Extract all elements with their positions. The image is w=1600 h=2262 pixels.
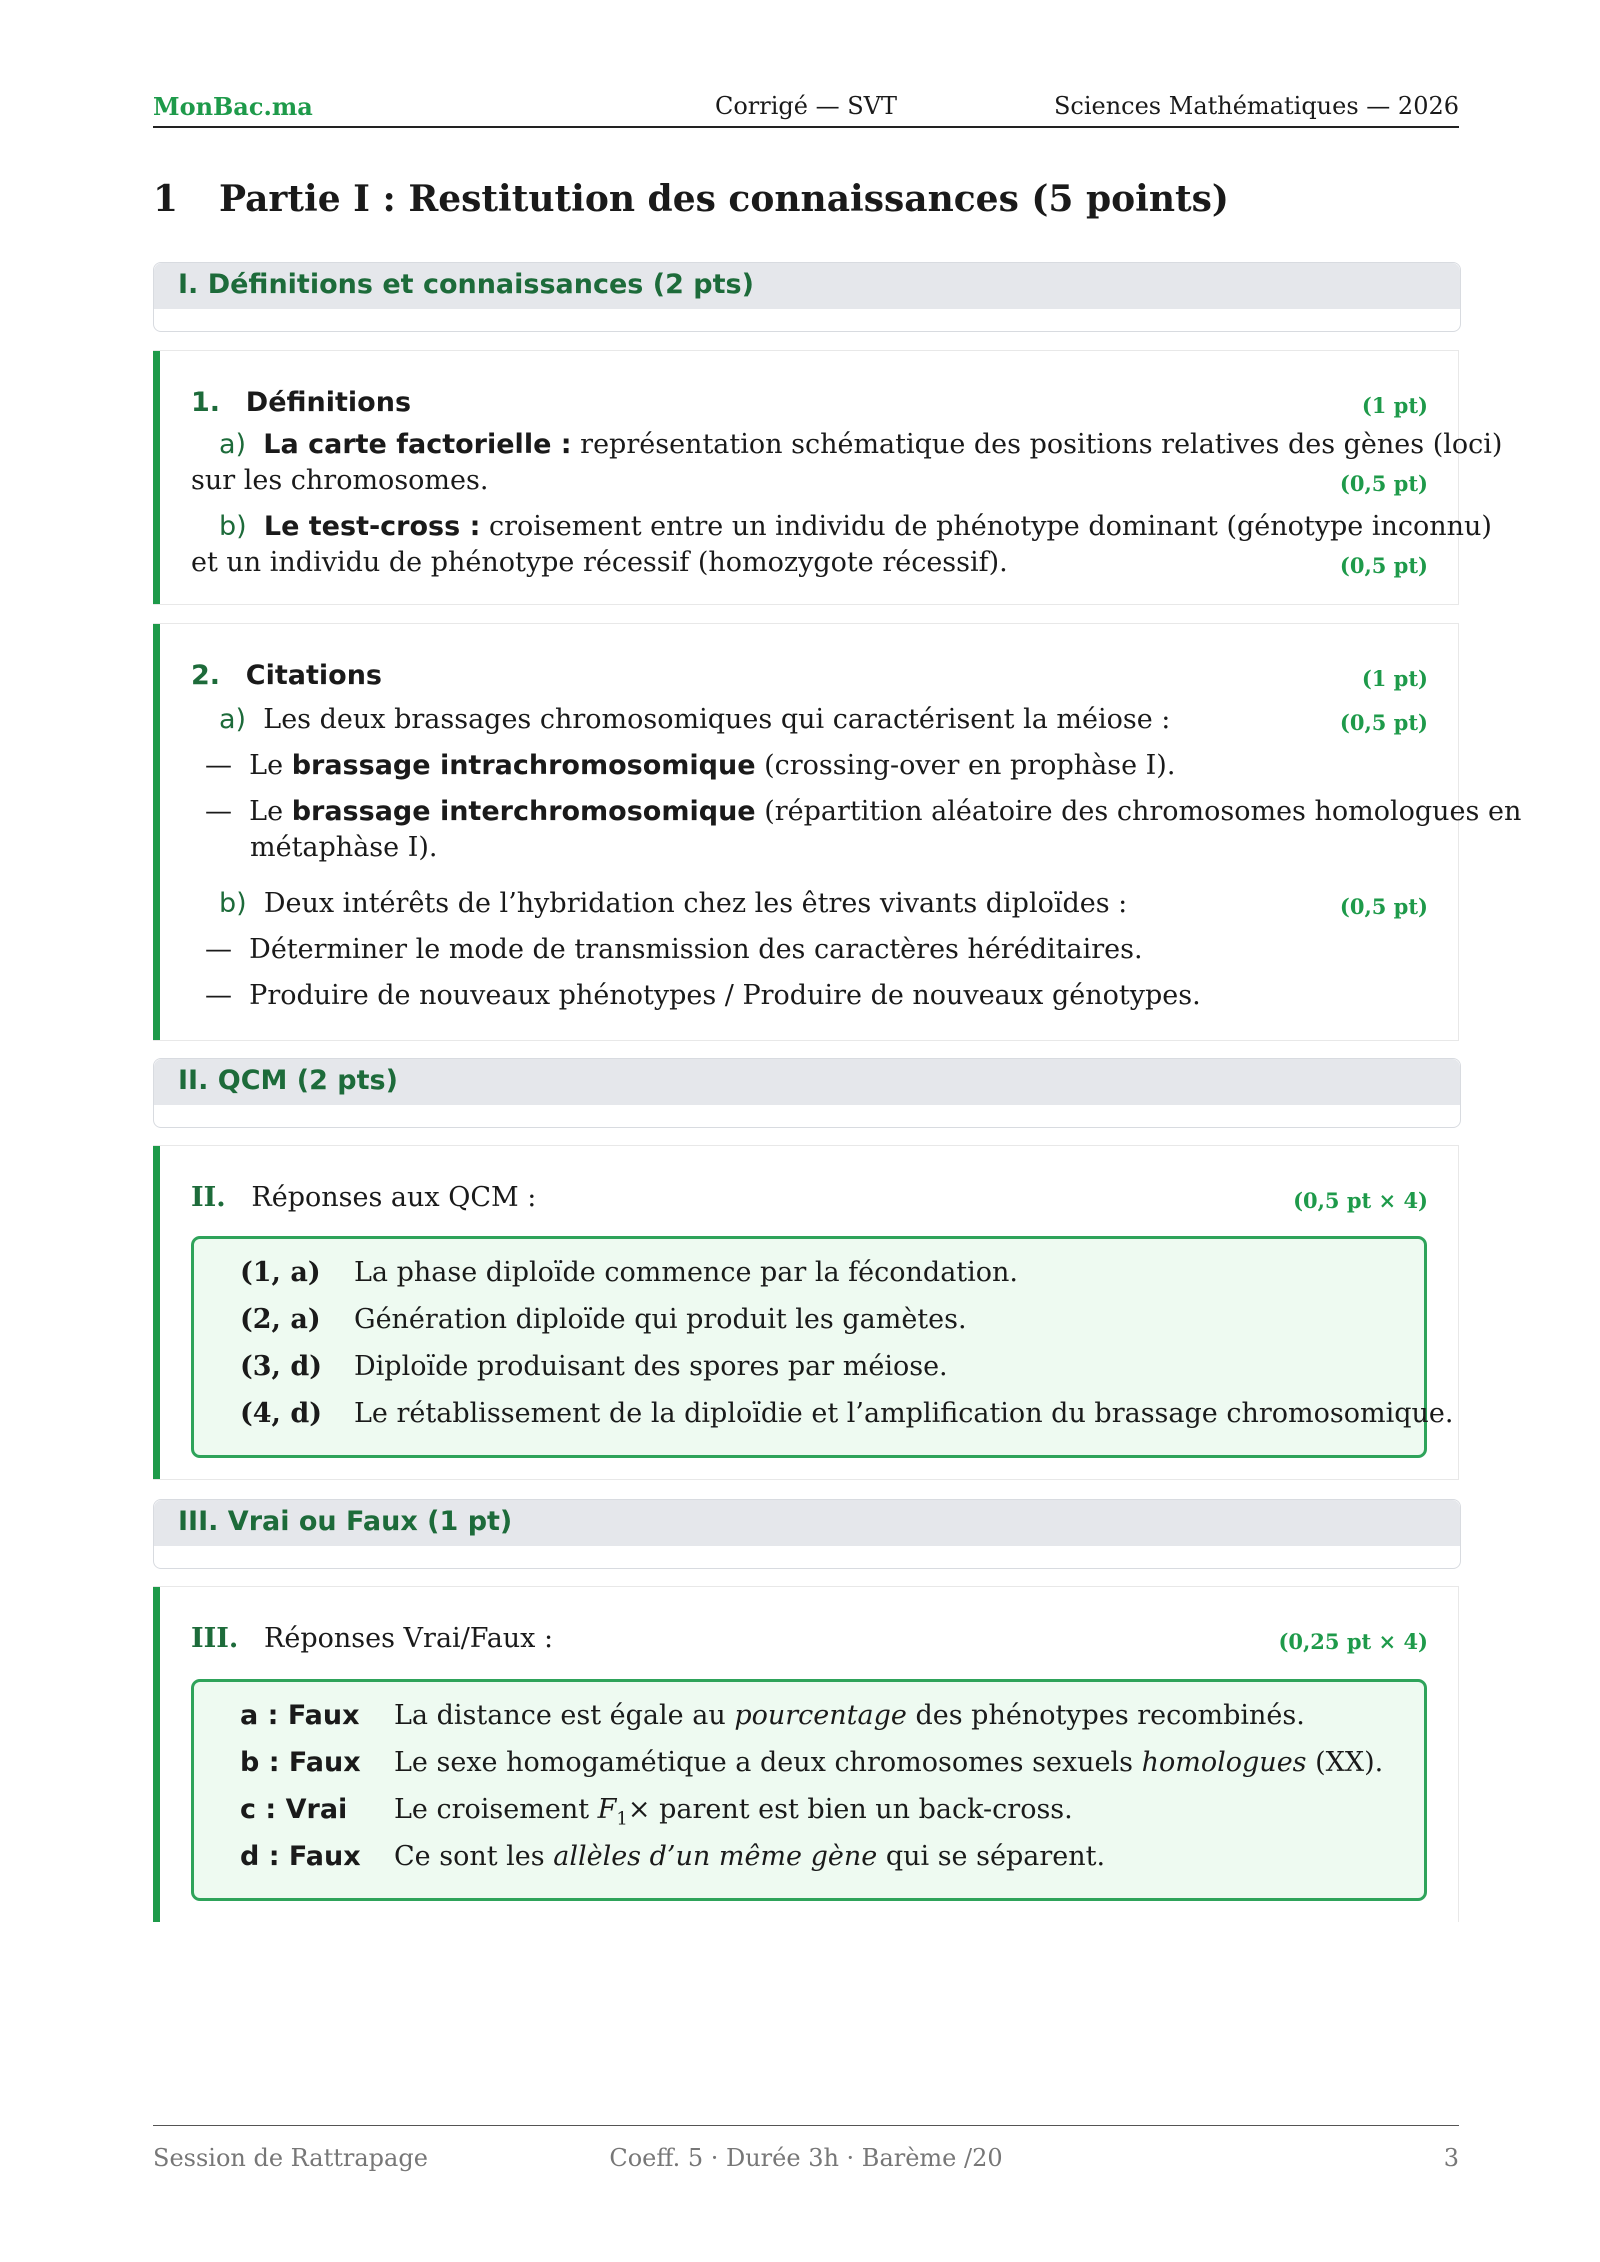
qcm-answer-key: (3, d) [240, 1351, 323, 1382]
qcm-points: (0,5 pt × 4) [1293, 1188, 1428, 1213]
q2a-line [219, 704, 1170, 735]
q1b-points: (0,5 pt) [1339, 553, 1428, 578]
qcm-label: II. [191, 1182, 226, 1213]
part3-band: III. Vrai ou Faux (1 pt) [154, 1500, 1460, 1546]
q2a-item1-bold: brassage intrachromosomique [291, 750, 756, 781]
vf-answer-key: d : Faux [240, 1841, 361, 1872]
vf-b-pre: Le sexe homogamétique a deux chromosomes sexuels [394, 1747, 1134, 1778]
qcm-card [153, 1145, 1459, 1480]
part2-band-box [153, 1058, 1461, 1128]
q1a-line1 [219, 429, 1502, 460]
header-subject: Corrigé — SVT [714, 92, 898, 120]
qcm-answer-row [240, 1398, 1453, 1429]
q1b-line1 [219, 511, 1492, 542]
vf-answer-box [191, 1679, 1427, 1901]
q2a-item2-pre: Le [249, 796, 284, 827]
part3-band-box [153, 1499, 1461, 1569]
vf-c-f: F [597, 1794, 617, 1825]
q1-points: (1 pt) [1361, 393, 1428, 418]
qcm-answer-key: (4, d) [240, 1398, 323, 1429]
vf-c-post: × parent est bien un back-cross. [627, 1794, 1073, 1825]
vf-answer-row [240, 1841, 1105, 1872]
vf-answer-key: c : Vrai [240, 1794, 348, 1825]
part2-band: II. QCM (2 pts) [154, 1059, 1460, 1105]
q2-card [153, 623, 1522, 1041]
section-number: 1 [153, 178, 179, 220]
dash: — [205, 980, 232, 1011]
vf-answer-row [240, 1747, 1383, 1778]
q2b-item2-text: Produire de nouveaux phénotypes / Produire de nouveaux génotypes. [249, 980, 1201, 1011]
q1a-label: a) [219, 429, 247, 460]
q2b-item1 [205, 934, 1143, 965]
q2-points: (1 pt) [1361, 666, 1428, 691]
q2a-item1 [205, 750, 1175, 781]
qcm-answer-key: (1, a) [240, 1257, 321, 1288]
q2b-label: b) [219, 888, 247, 919]
part1-band: I. Définitions et connaissances (2 pts) [154, 263, 1460, 309]
q1a-text2: sur les chromosomes. [191, 465, 489, 496]
vf-answer-key: a : Faux [240, 1700, 360, 1731]
page-number: 3 [1443, 2144, 1459, 2172]
q2b-item2 [205, 980, 1201, 1011]
qcm-answer-text: Diploïde produisant des spores par méiose. [354, 1351, 948, 1382]
qcm-answer-box [191, 1236, 1454, 1458]
vf-d-post: qui se séparent. [885, 1841, 1106, 1872]
vf-answer-row [240, 1700, 1305, 1731]
section-title-text: Partie I : Restitution des connaissances (5 points) [219, 178, 1229, 220]
q2a-label: a) [219, 704, 247, 735]
vf-points: (0,25 pt × 4) [1278, 1629, 1428, 1654]
q2b-text: Deux intérêts de l’hybridation chez les êtres vivants diploïdes : [263, 888, 1128, 919]
q1a-points: (0,5 pt) [1339, 471, 1428, 496]
footer-center: Coeff. 5 · Durée 3h · Barème /20 [609, 2144, 1003, 2172]
q2-title: Citations [245, 660, 382, 691]
q2b-line [219, 888, 1127, 919]
dash: — [205, 934, 232, 965]
qcm-answer-text: Génération diploïde qui produit les gamètes. [354, 1304, 967, 1335]
q1b-label: b) [219, 511, 247, 542]
q2a-points: (0,5 pt) [1339, 710, 1428, 735]
page-footer [153, 2125, 1459, 2172]
qcm-answer-row [240, 1304, 967, 1335]
q2a-item2 [205, 796, 1521, 827]
header-brand[interactable]: MonBac.ma [153, 92, 313, 121]
header-track: Sciences Mathématiques — 2026 [1053, 92, 1459, 120]
q2a-text: Les deux brassages chromosomiques qui caractérisent la méiose : [263, 704, 1171, 735]
vf-card [153, 1586, 1459, 1922]
q2b-item1-text: Déterminer le mode de transmission des caractères héréditaires. [249, 934, 1143, 965]
vf-a-em: pourcentage [734, 1700, 907, 1731]
qcm-title: Réponses aux QCM : [251, 1182, 537, 1213]
qcm-answer-text: La phase diploïde commence par la fécondation. [354, 1257, 1019, 1288]
vf-answer-row [240, 1794, 1073, 1829]
vf-heading [191, 1623, 553, 1654]
vf-label: III. [191, 1623, 239, 1654]
q2a-item2-rest: (répartition aléatoire des chromosomes homologues en [764, 796, 1522, 827]
q1a-text1: représentation schématique des positions relatives des gènes (loci) [580, 429, 1503, 460]
vf-c-sub: 1 [616, 1808, 628, 1830]
vf-c-pre: Le croisement [394, 1794, 590, 1825]
q2a-item2-cont: métaphàse I). [250, 832, 438, 863]
qcm-answer-key: (2, a) [240, 1304, 321, 1335]
q1-number: 1. [191, 387, 221, 418]
vf-b-post: (XX). [1315, 1747, 1384, 1778]
qcm-answer-row [240, 1257, 1018, 1288]
vf-b-em: homologues [1141, 1747, 1307, 1778]
q2a-item1-rest: (crossing-over en prophàse I). [764, 750, 1176, 781]
qcm-answer-row [240, 1351, 948, 1382]
qcm-answer-text: Le rétablissement de la diploïdie et l’amplification du brassage chromosomique. [354, 1398, 1454, 1429]
page-header [153, 90, 1459, 128]
q1-card [153, 350, 1503, 605]
section-title [153, 178, 1229, 220]
q2a-item1-pre: Le [249, 750, 284, 781]
q2-heading [191, 660, 382, 691]
vf-title: Réponses Vrai/Faux : [264, 1623, 554, 1654]
q2-number: 2. [191, 660, 221, 691]
vf-d-pre: Ce sont les [394, 1841, 545, 1872]
dash: — [205, 796, 232, 827]
q1a-term: La carte factorielle : [263, 429, 572, 460]
qcm-heading [191, 1182, 536, 1213]
q1-title: Définitions [245, 387, 412, 418]
vf-a-pre: La distance est égale au [394, 1700, 726, 1731]
footer-session: Session de Rattrapage [153, 2144, 428, 2172]
part1-band-box [153, 262, 1461, 332]
dash: — [205, 750, 232, 781]
vf-d-em: allèles d’un même gène [553, 1841, 878, 1872]
vf-a-post: des phénotypes recombinés. [915, 1700, 1305, 1731]
q1b-term: Le test-cross : [263, 511, 481, 542]
q1b-text1: croisement entre un individu de phénotype dominant (génotype inconnu) [488, 511, 1492, 542]
vf-answer-key: b : Faux [240, 1747, 361, 1778]
q2b-points: (0,5 pt) [1339, 894, 1428, 919]
q2a-item2-bold: brassage interchromosomique [291, 796, 756, 827]
q1b-text2: et un individu de phénotype récessif (homozygote récessif). [191, 547, 1008, 578]
q1-heading [191, 387, 411, 418]
